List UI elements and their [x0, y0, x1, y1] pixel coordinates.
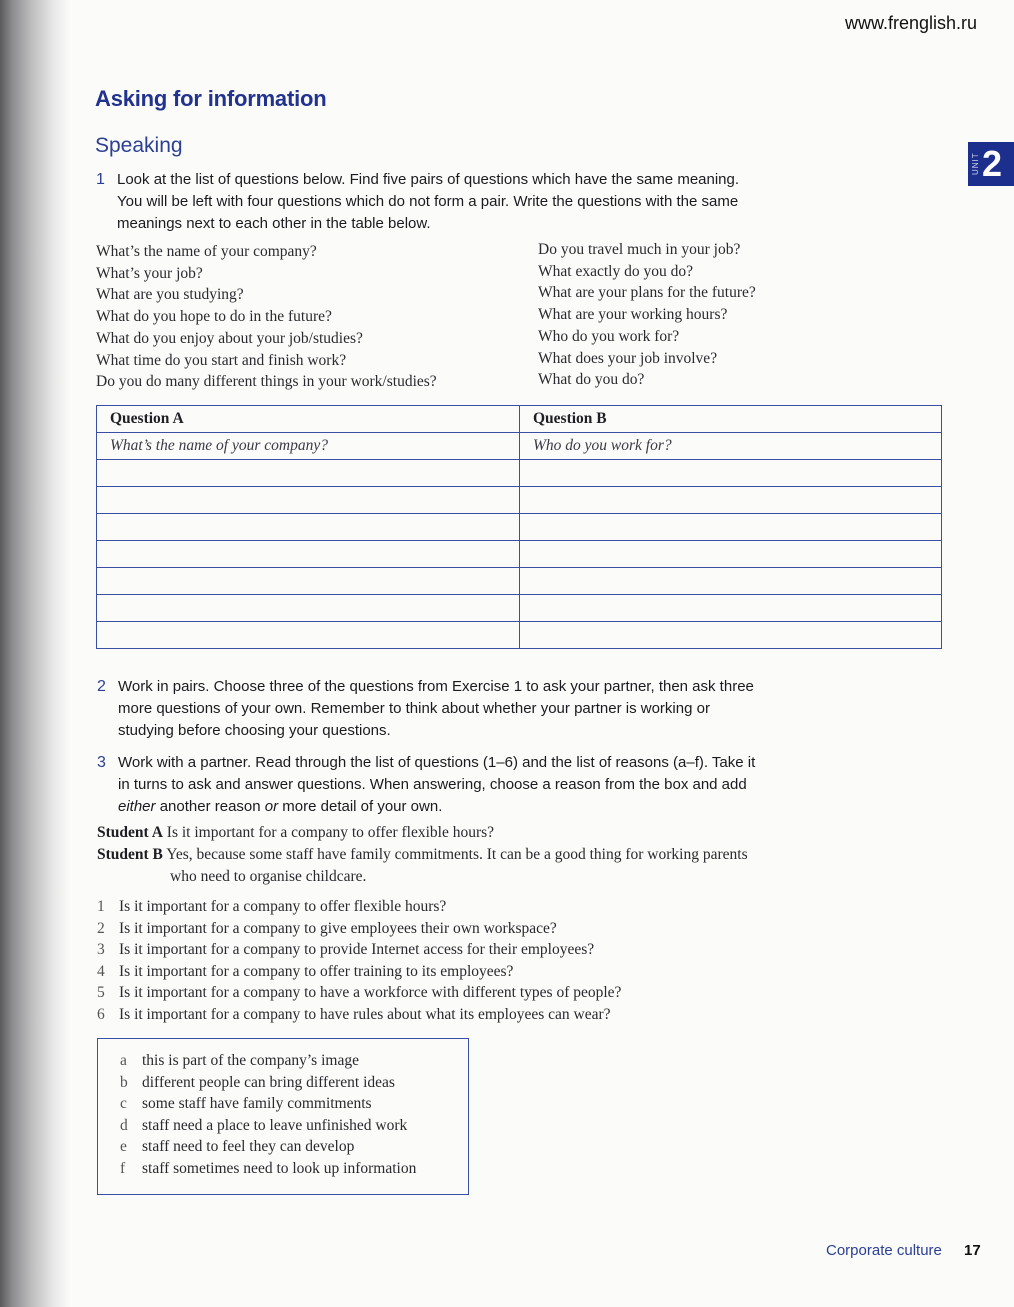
item-number: 3: [97, 941, 105, 959]
question-pairs-table: [96, 405, 942, 649]
example-answer-a: What’s the name of your company?: [97, 433, 520, 460]
question-text: Is it important for a company to have rules about what its employees can wear?: [119, 1005, 611, 1023]
answer-cell[interactable]: [520, 541, 942, 568]
question-text: Is it important for a company to offer training to its employees?: [119, 962, 514, 980]
table-row: [97, 595, 942, 622]
page-number: 17: [964, 1242, 981, 1259]
exercise-number: 1: [96, 171, 105, 188]
footer-chapter-title: Corporate culture: [826, 1242, 942, 1259]
instruction-line: [118, 796, 818, 818]
list-item: What are your plans for the future?: [538, 284, 756, 302]
dialog-student-b: [97, 846, 748, 864]
answer-cell[interactable]: [97, 622, 520, 649]
book-binding-shadow: [0, 0, 70, 1307]
questions-right-list: [538, 239, 756, 391]
list-item: What are you studying?: [96, 286, 244, 304]
instruction-line: meanings next to each other in the table below.: [117, 215, 431, 232]
question-text: Is it important for a company to offer flexible hours?: [119, 898, 447, 915]
reason-text: staff sometimes need to look up information: [142, 1159, 417, 1177]
item-number: 4: [97, 962, 105, 980]
instruction-line: more questions of your own. Remember to think about whether your partner is working or: [118, 700, 710, 717]
reasons-box: [97, 1038, 469, 1195]
speaker-label: Student B: [97, 846, 163, 863]
unit-tab: [968, 142, 1014, 186]
answer-cell[interactable]: [520, 487, 942, 514]
numbered-questions-list: [97, 896, 621, 1026]
site-url: www.frenglish.ru: [844, 13, 977, 33]
list-item: [97, 939, 621, 961]
list-item: [97, 918, 621, 940]
answer-cell[interactable]: [520, 460, 942, 487]
exercise-3-instruction: [97, 752, 818, 818]
list-item: [97, 1004, 621, 1026]
list-item: [97, 896, 621, 918]
question-text: Is it important for a company to have a workforce with different types of people?: [119, 984, 622, 1002]
list-item: What does your job involve?: [538, 349, 718, 367]
instruction-text: more detail of your own.: [278, 798, 443, 815]
instruction-text: another reason: [155, 798, 265, 815]
subsection-title: Speaking: [95, 134, 183, 157]
unit-number: 2: [982, 143, 1003, 184]
answer-cell[interactable]: [97, 487, 520, 514]
question-text: Is it important for a company to provide Internet access for their employees?: [119, 941, 595, 959]
list-item: [120, 1136, 468, 1158]
reason-text: different people can bring different ideas: [142, 1073, 395, 1091]
answer-cell[interactable]: [520, 568, 942, 595]
exercise-2-instruction: [97, 676, 818, 742]
item-letter: e: [120, 1138, 127, 1156]
list-item: What’s your job?: [96, 264, 203, 282]
list-item: [120, 1050, 468, 1072]
table-row: [97, 487, 942, 514]
list-item: [120, 1158, 468, 1180]
answer-cell[interactable]: [97, 595, 520, 622]
exercise-1-instruction: [96, 169, 817, 235]
list-item: What exactly do you do?: [538, 262, 693, 280]
table-header-row: [97, 406, 942, 433]
column-header-question-a: Question A: [97, 406, 520, 433]
item-number: 1: [97, 898, 105, 915]
reason-text: staff need to feel they can develop: [142, 1138, 355, 1156]
item-letter: b: [120, 1073, 128, 1091]
exercise-number: 2: [97, 678, 106, 695]
instruction-line: Look at the list of questions below. Find five pairs of questions which have the same meaning.: [117, 171, 740, 188]
list-item: [120, 1093, 468, 1115]
answer-cell[interactable]: [520, 595, 942, 622]
emphasis-or: or: [264, 798, 279, 815]
unit-label: UNIT: [971, 152, 980, 176]
dialog-text: Is it important for a company to offer flexible hours?: [162, 824, 495, 841]
item-number: 2: [97, 919, 105, 937]
list-item: [120, 1072, 468, 1094]
table-row: [97, 514, 942, 541]
item-letter: a: [120, 1052, 127, 1069]
dialog-student-a: [97, 824, 494, 842]
item-number: 6: [97, 1005, 105, 1023]
list-item: Do you do many different things in your work/studies?: [96, 373, 437, 391]
dialog-text: Yes, because some staff have family commitments. It can be a good thing for working parents: [162, 846, 748, 863]
reason-text: this is part of the company’s image: [142, 1052, 359, 1069]
reason-text: staff need a place to leave unfinished work: [142, 1116, 408, 1134]
speaker-label: Student A: [97, 824, 163, 841]
table-row: [97, 568, 942, 595]
list-item: What time do you start and finish work?: [96, 351, 347, 369]
section-title: Asking for information: [95, 86, 327, 111]
instruction-line: You will be left with four questions which do not form a pair. Write the questions with the same: [117, 193, 739, 210]
answer-cell[interactable]: [97, 541, 520, 568]
item-letter: c: [120, 1095, 127, 1113]
question-text: Is it important for a company to give employees their own workspace?: [119, 919, 557, 937]
example-answer-b: Who do you work for?: [520, 433, 942, 460]
list-item: What do you do?: [538, 371, 645, 389]
item-letter: d: [120, 1116, 128, 1134]
item-letter: f: [120, 1159, 126, 1177]
list-item: What do you enjoy about your job/studies?: [96, 329, 363, 347]
item-number: 5: [97, 984, 105, 1002]
answer-cell[interactable]: [520, 622, 942, 649]
emphasis-either: either: [118, 798, 156, 815]
answer-cell[interactable]: [97, 514, 520, 541]
table-row: [97, 622, 942, 649]
list-item: What’s the name of your company?: [96, 243, 317, 260]
dialog-student-b-continued: who need to organise childcare.: [170, 868, 367, 885]
questions-left-list: [96, 241, 437, 393]
answer-cell[interactable]: [97, 460, 520, 487]
exercise-number: 3: [97, 754, 106, 771]
list-item: [97, 982, 621, 1004]
table-row: [97, 541, 942, 568]
instruction-line: Work in pairs. Choose three of the questions from Exercise 1 to ask your partner, then ask three: [118, 678, 754, 695]
instruction-line: in turns to ask and answer questions. When answering, choose a reason from the box and add: [118, 776, 747, 793]
reason-text: some staff have family commitments: [142, 1095, 372, 1113]
list-item: Who do you work for?: [538, 327, 680, 345]
column-header-question-b: Question B: [520, 406, 942, 433]
instruction-line: studying before choosing your questions.: [118, 722, 391, 739]
answer-cell[interactable]: [520, 514, 942, 541]
list-item: [120, 1115, 468, 1137]
table-row: [97, 460, 942, 487]
list-item: Do you travel much in your job?: [538, 241, 741, 258]
list-item: What do you hope to do in the future?: [96, 308, 332, 326]
instruction-line: Work with a partner. Read through the list of questions (1–6) and the list of reasons (a–f). Take it: [118, 754, 756, 771]
list-item: [97, 961, 621, 983]
answer-cell[interactable]: [97, 568, 520, 595]
table-row: [97, 433, 942, 460]
list-item: What are your working hours?: [538, 306, 728, 324]
